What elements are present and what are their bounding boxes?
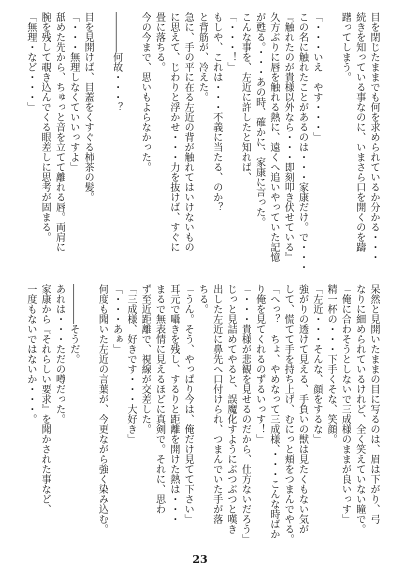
text-line: 「へっ？ ちょ、やめなって三成様、・・・こんな時ばか xyxy=(267,284,279,539)
text-line: 耳元で囁きを残し、するりと距離を開けた熱は・・・ xyxy=(167,284,179,524)
text-line: が甦る。・・・あの時、確かに、家康に言った。 xyxy=(253,12,265,227)
text-line: と背筋が、冷えた。 xyxy=(196,12,208,102)
text-line: 「俺に合わそうとしないで三成様のままが良いっす」 xyxy=(339,284,351,524)
text-line: 目を見開けば、目蓋をくすぐる柿茶の髪。 xyxy=(82,12,94,202)
text-line: あれは・・・ただの噂だった。 xyxy=(53,284,65,424)
text-line: 急に、手の平に在る左近の背が触れてはいけないもの xyxy=(182,12,194,252)
text-line: まるで無表情に見えるほどに真剣で。それに、思わ xyxy=(153,284,165,514)
text-line: じっと見詰めてやると、誤魔化すようにぶつぶつと嘆き xyxy=(225,284,237,534)
text-line: 「・・・いえ やす・・・」 xyxy=(310,12,322,142)
text-line: なりに細められているけれど、全く笑えていない瞳で。 xyxy=(353,284,365,534)
text-line: 呆然と見開いたままの目に写るのは、眉は下がり、弓 xyxy=(368,284,379,524)
text-line: 畳に落ちる。 xyxy=(153,12,165,72)
text-line: 「・・・あぁ」 xyxy=(110,284,122,354)
text-block-upper xyxy=(22,12,380,274)
text-line: こんな事を、左近に許したと知れば、 xyxy=(239,12,251,182)
blank-line xyxy=(123,12,137,274)
text-line: ず至近距離で、視線が交差した。 xyxy=(139,284,151,434)
text-line: 「三成様、好きです・・・大好き」 xyxy=(124,284,136,444)
text-line: 精一杯の・・・下手くそな、笑顔。 xyxy=(325,284,337,444)
text-line: 「無理・など・・・」 xyxy=(24,12,36,112)
page-number: 23 xyxy=(192,553,208,566)
text-line: 腕を残して覗き込んでくる眼差しに思考が固まる。 xyxy=(39,12,51,242)
text-line: ――――何故・・・？ xyxy=(110,12,122,112)
blank-line xyxy=(80,284,94,548)
text-line: 『触れたのが貴様以外なら・・・即刻叩き伏せている』 xyxy=(282,12,294,262)
text-line: 強がりの透けて見える、手負いの獣は見たくもない気が xyxy=(296,284,308,534)
text-line: ――――そうだ。 xyxy=(67,284,79,364)
text-line: り俺を見てくれるのずるいっす！」 xyxy=(253,284,265,444)
blank-line xyxy=(94,12,108,274)
blank-line xyxy=(323,12,337,274)
text-line: 「・・・！」 xyxy=(225,12,237,72)
text-line: ちる。 xyxy=(196,284,208,314)
text-line: 一度もないではないか・・・。 xyxy=(24,284,36,424)
text-line: 家康から『それらしい要求』を聞かされた事など、 xyxy=(39,284,51,514)
text-line: この名に触れたことがあるのは・・・家康だけ。で・・・ xyxy=(296,12,308,272)
text-block-lower xyxy=(22,284,380,548)
text-line: に思えて、じわりと浮かせ・・・力を抜けば、すぐに xyxy=(167,12,179,252)
text-line: 躇ってしまう。 xyxy=(339,12,351,82)
text-line: して、慌てて手を持ち上げ、むにっと頬をつまんでやる。 xyxy=(282,284,294,544)
text-line: 続きを知っている事なのに、いまさら口を開くのを躊 xyxy=(353,12,365,252)
text-line: 目を閉じたままでも何を求められているか分かる・・・ xyxy=(368,12,379,262)
text-line: もしや、これは・・・不義に当たる、のか？ xyxy=(210,12,222,212)
text-line: 「うん。そう、やっぱり今は、俺だけ見てて下さい」 xyxy=(182,284,194,524)
text-line: 今の今まで、思いもよらなかった。 xyxy=(139,12,151,172)
text-line: 「・・・無理しなくていいっすよ」 xyxy=(67,12,79,172)
text-line: 出した左近に鼻先へ口付けられ、つまんでいた手が落 xyxy=(210,284,222,524)
text-line: 久方ぶりに唇を触れる熱に、遠くへ追いやっていた記憶 xyxy=(267,12,279,262)
text-line: 「左近・・・そんな、顔をするな」 xyxy=(310,284,322,444)
text-line: 舐めた先から、ちゅっと音を立てて離れる唇。両肩に xyxy=(53,12,65,252)
text-line: 「・・・貴様が悲観を見せるのだから、仕方ないだろう」 xyxy=(239,284,251,544)
text-line: 何度も聞いた左近の言葉が、今更ながら強く染み込む。 xyxy=(96,284,108,534)
